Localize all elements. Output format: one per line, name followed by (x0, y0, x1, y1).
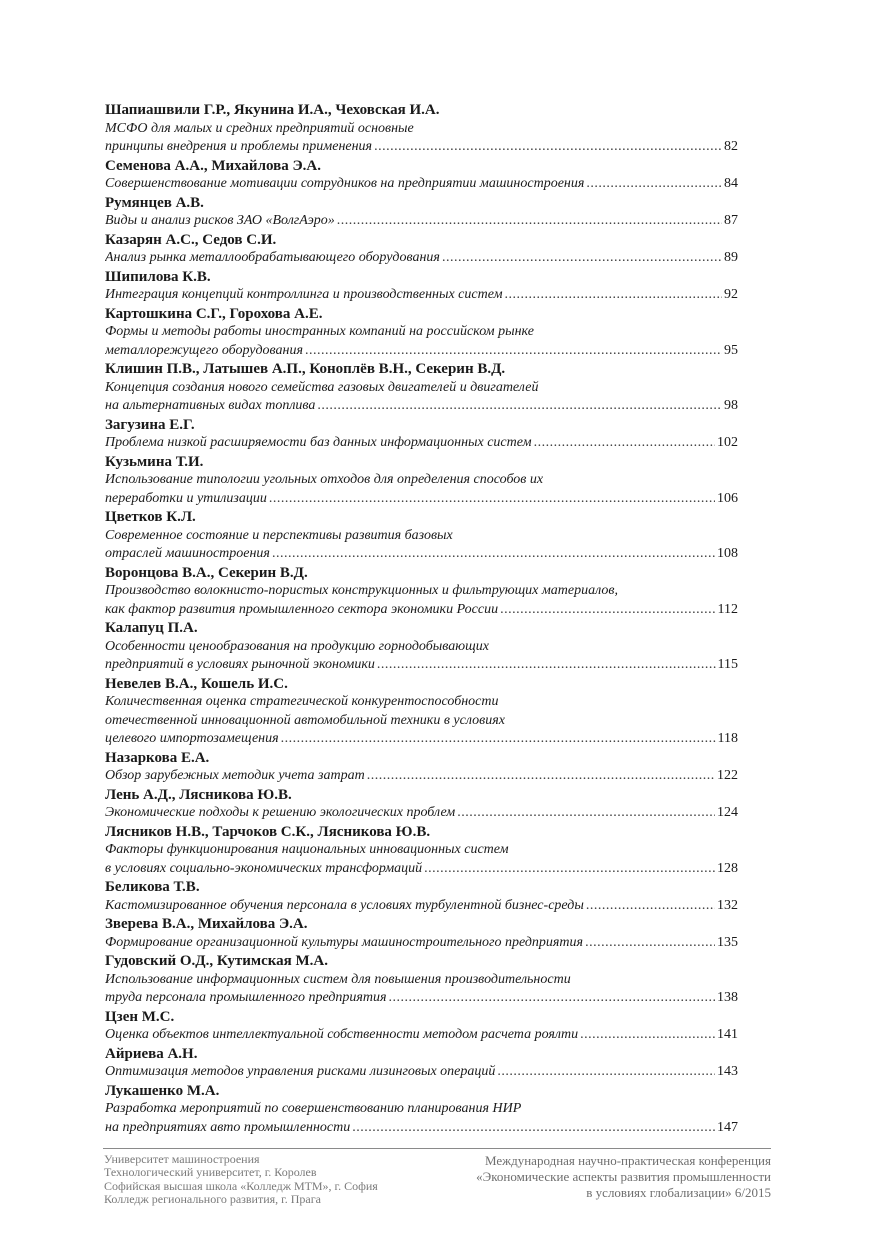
toc-entry (105, 823, 738, 879)
toc-entry-title-text: Оценка объектов интеллектуальной собственности методом расчета роялти (105, 1027, 579, 1042)
toc-entry-title-text: на предприятиях авто промышленности (105, 1119, 351, 1135)
toc-entry (105, 619, 738, 675)
toc-entry-title-text: Экономические подходы к решению экологических проблем (105, 805, 456, 820)
toc-entry (105, 878, 738, 915)
toc-entry-title-text: металлорежущего оборудования (105, 342, 303, 358)
toc-entry-title-line: Использование типологии угольных отходов для определения способов их (105, 472, 544, 487)
footer-organizer-line: Технологический университет, г. Королев (104, 1165, 317, 1180)
toc-entry-title-line (105, 601, 738, 620)
toc-entry-page-number: 135 (717, 934, 738, 950)
toc-entry-title-text: Интеграция концепций контроллинга и производственных систем (105, 287, 503, 302)
toc-entry-title-line (105, 656, 738, 675)
toc-entry-authors: Казарян А.С., Седов С.И. (105, 231, 277, 248)
toc-entry (105, 952, 738, 1008)
footer-organizer-line: Колледж регионального развития, г. Прага (104, 1192, 321, 1207)
toc-leader-dots (497, 1063, 715, 1082)
toc-entry-title-text: Обзор зарубежных методик учета затрат (105, 768, 365, 783)
toc-entry-authors: Лукашенко М.А. (105, 1082, 220, 1099)
toc-entry-authors: Кузьмина Т.И. (105, 453, 204, 470)
table-of-contents (105, 101, 738, 1137)
toc-entry (105, 268, 738, 305)
toc-entry-page-number: 89 (724, 250, 738, 265)
toc-leader-dots (367, 767, 715, 786)
toc-entry-title-line (105, 138, 738, 157)
toc-entry (105, 453, 738, 509)
toc-entry (105, 675, 738, 749)
toc-entry-page-number: 141 (717, 1027, 738, 1042)
toc-entry-authors: Шапиашвили Г.Р., Якунина И.А., Чеховская И.А. (105, 102, 440, 118)
toc-leader-dots (281, 730, 716, 749)
toc-entry-title-text: принципы внедрения и проблемы применения (105, 139, 373, 154)
toc-leader-dots (580, 1026, 715, 1045)
toc-entry-title-line: отечественной инновационной автомобильной техники в условиях (105, 712, 505, 728)
toc-entry-title-line: Разработка мероприятий по совершенствованию планирования НИР (105, 1101, 522, 1116)
toc-entry (105, 101, 738, 157)
toc-entry-title-text: на альтернативных видах топлива (105, 398, 316, 413)
toc-entry-page-number: 82 (724, 139, 738, 154)
toc-entry-authors: Воронцова В.А., Секерин В.Д. (105, 564, 308, 581)
toc-entry-page-number: 122 (717, 768, 738, 783)
toc-leader-dots (442, 249, 722, 268)
toc-entry-title-line: Факторы функционирования национальных инновационных систем (105, 842, 509, 857)
toc-entry-page-number: 138 (717, 990, 738, 1005)
toc-entry-title-line (105, 767, 738, 786)
toc-entry (105, 305, 738, 361)
toc-entry-title-text: Анализ рынка металлообрабатывающего оборудования (105, 250, 440, 265)
toc-entry (105, 1008, 738, 1045)
toc-entry-authors: Цветков К.Л. (105, 509, 196, 525)
toc-entry-page-number: 87 (724, 213, 738, 228)
toc-leader-dots (337, 212, 722, 231)
toc-entry-title-line (105, 545, 738, 564)
footer-organizer-line: Софийская высшая школа «Колледж МТМ», г. София (104, 1178, 378, 1193)
toc-entry (105, 194, 738, 231)
toc-entry-authors: Калапуц П.А. (105, 620, 198, 636)
toc-entry-title-line (105, 1119, 738, 1138)
toc-entry-title-line (105, 804, 738, 823)
toc-entry-title-text: Оптимизация методов управления рисками лизинговых операций (105, 1064, 496, 1079)
footer-organizers (104, 1153, 434, 1207)
toc-entry-title-text: как фактор развития промышленного сектора экономики России (105, 601, 499, 617)
toc-leader-dots (377, 656, 716, 675)
toc-entry-title-line: Количественная оценка стратегической конкурентоспособности (105, 694, 499, 709)
toc-entry-authors: Беликова Т.В. (105, 879, 200, 895)
toc-entry-page-number: 132 (717, 897, 738, 913)
footer-divider (103, 1148, 771, 1149)
toc-entry-authors: Невелев В.А., Кошель И.С. (105, 675, 288, 692)
toc-leader-dots (457, 804, 715, 823)
toc-entry-title-text: в условиях социально-экономических трансформаций (105, 860, 423, 876)
toc-entry (105, 564, 738, 620)
toc-entry-title-line (105, 989, 738, 1008)
toc-entry-page-number: 143 (717, 1064, 738, 1079)
toc-entry (105, 416, 738, 453)
toc-entry-authors: Назаркова Е.А. (105, 749, 210, 766)
toc-entry-title-line (105, 1026, 738, 1045)
toc-entry-title-text: Совершенствование мотивации сотрудников на предприятии машиностроения (105, 176, 585, 191)
toc-entry-title-line (105, 175, 738, 194)
toc-entry-page-number: 98 (724, 398, 738, 413)
toc-entry-title-line: Производство волокнисто-пористых конструкционных и фильтрующих материалов, (105, 583, 618, 598)
toc-entry-authors: Клишин П.В., Латышев А.П., Коноплёв В.Н., Секерин В.Д. (105, 361, 506, 377)
toc-entry-title-line: Особенности ценообразования на продукцию горнодобывающих (105, 638, 489, 654)
toc-entry (105, 1045, 738, 1082)
toc-entry-page-number: 112 (717, 601, 738, 617)
toc-leader-dots (586, 897, 715, 916)
toc-entry-title-line: Концепция создания нового семейства газовых двигателей и двигателей (105, 379, 539, 395)
toc-entry-page-number: 95 (724, 342, 738, 358)
footer-conference-line: «Экономические аспекты развития промышленности (476, 1169, 771, 1184)
toc-entry-authors: Зверева В.А., Михайлова Э.А. (105, 916, 308, 932)
toc-entry-authors: Румянцев А.В. (105, 194, 204, 211)
toc-leader-dots (500, 601, 715, 620)
toc-leader-dots (352, 1119, 715, 1138)
toc-entry-title-line (105, 860, 738, 879)
toc-entry-title-line (105, 434, 738, 453)
toc-entry-page-number: 118 (717, 731, 738, 746)
toc-entry-page-number: 108 (717, 546, 738, 561)
toc-entry-title-line (105, 342, 738, 361)
toc-entry-authors: Картошкина С.Г., Горохова А.Е. (105, 305, 323, 322)
toc-leader-dots (374, 138, 722, 157)
toc-entry-title-text: целевого импортозамещения (105, 731, 279, 746)
toc-entry (105, 360, 738, 416)
toc-leader-dots (534, 434, 715, 453)
toc-entry-page-number: 106 (717, 490, 738, 506)
toc-entry-title-line (105, 730, 738, 749)
footer-conference-line: Международная научно-практическая конференция (484, 1153, 771, 1168)
toc-entry-title-text: отраслей машиностроения (105, 546, 270, 561)
toc-entry-page-number: 92 (724, 287, 738, 302)
toc-entry-title-line (105, 1063, 738, 1082)
toc-entry-title-line: МСФО для малых и средних предприятий основные (105, 120, 414, 136)
toc-entry-title-text: предприятий в условиях рыночной экономики (105, 657, 375, 672)
toc-entry-title-line (105, 397, 738, 416)
toc-entry-title-line (105, 490, 738, 509)
toc-entry-title-text: труда персонала промышленного предприятия (105, 990, 387, 1005)
toc-entry-title-text: Кастомизированное обучения персонала в условиях турбулентной бизнес-среды (105, 897, 584, 913)
toc-entry-authors: Лясников Н.В., Тарчоков С.К., Лясникова Ю.В. (105, 823, 431, 840)
toc-entry-page-number: 128 (717, 860, 738, 876)
toc-entry-title-text: Проблема низкой расширяемости баз данных информационных систем (105, 435, 532, 450)
toc-entry-title-text: Виды и анализ рисков ЗАО «ВолгАэро» (105, 213, 335, 228)
toc-entry-page-number: 115 (717, 657, 738, 672)
toc-entry (105, 157, 738, 194)
toc-entry-page-number: 102 (717, 435, 738, 450)
toc-leader-dots (505, 286, 722, 305)
toc-entry-title-line: Использование информационных систем для повышения производительности (105, 971, 571, 987)
toc-entry-title-line (105, 249, 738, 268)
toc-entry-title-line: Современное состояние и перспективы развития базовых (105, 527, 453, 543)
toc-entry-authors: Шипилова К.В. (105, 268, 211, 285)
toc-entry-page-number: 147 (717, 1119, 738, 1135)
footer-organizer-line: Университет машиностроения (104, 1152, 260, 1166)
toc-entry-authors: Гудовский О.Д., Кутимская М.А. (105, 953, 329, 969)
toc-entry-title-line (105, 897, 738, 916)
toc-leader-dots (424, 860, 715, 879)
toc-leader-dots (586, 175, 722, 194)
toc-entry-page-number: 84 (724, 176, 738, 191)
toc-entry-authors: Айриева А.Н. (105, 1045, 198, 1062)
toc-entry-page-number: 124 (717, 805, 738, 820)
toc-entry (105, 786, 738, 823)
toc-entry (105, 1082, 738, 1138)
toc-entry-title-text: переработки и утилизации (105, 490, 267, 506)
toc-entry-authors: Загузина Е.Г. (105, 416, 195, 433)
toc-entry-title-line (105, 286, 738, 305)
toc-entry-authors: Семенова А.А., Михайлова Э.А. (105, 157, 321, 174)
toc-leader-dots (317, 397, 722, 416)
toc-entry-authors: Лень А.Д., Лясникова Ю.В. (105, 786, 292, 803)
toc-entry-title-line (105, 212, 738, 231)
toc-leader-dots (269, 490, 715, 509)
toc-entry-authors: Цзен М.С. (105, 1008, 175, 1025)
footer-conference-line: в условиях глобализации» 6/2015 (586, 1185, 771, 1200)
toc-entry (105, 915, 738, 952)
toc-entry (105, 508, 738, 564)
toc-entry-title-line (105, 934, 738, 953)
toc-entry (105, 231, 738, 268)
footer-conference (411, 1153, 771, 1201)
toc-leader-dots (272, 545, 715, 564)
toc-entry-title-line: Формы и методы работы иностранных компаний на российском рынке (105, 324, 534, 339)
toc-leader-dots (389, 989, 715, 1008)
toc-entry (105, 749, 738, 786)
toc-leader-dots (585, 934, 715, 953)
toc-entry-title-text: Формирование организационной культуры машиностроительного предприятия (105, 934, 584, 950)
toc-leader-dots (305, 342, 722, 361)
